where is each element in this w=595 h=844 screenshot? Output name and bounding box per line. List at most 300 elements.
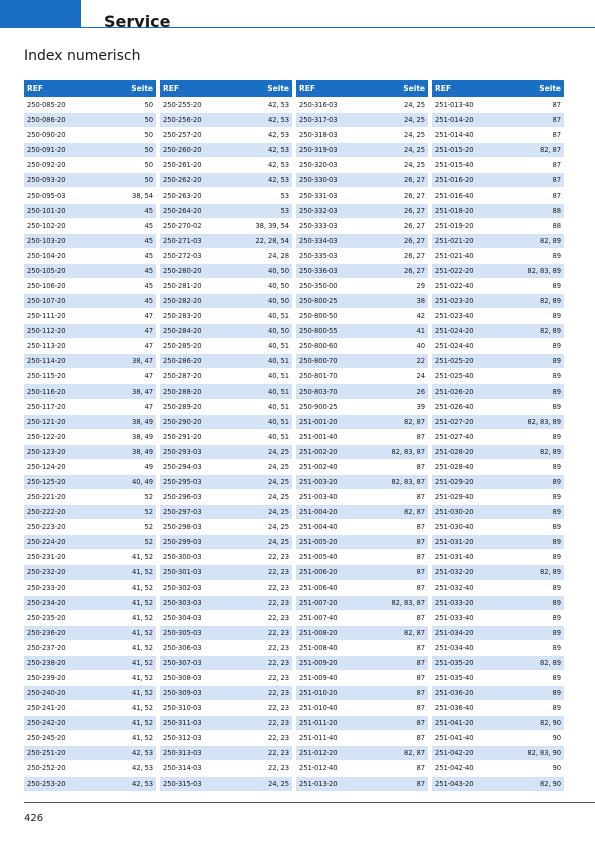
table-row: [24, 430, 156, 445]
table-row: [432, 369, 564, 384]
table-row: [160, 641, 292, 656]
table-row: [24, 505, 156, 520]
page-reference: 40, 51: [267, 372, 289, 381]
ref-number: 251-033-20: [435, 598, 474, 607]
table-row: [24, 294, 156, 309]
table-row: [160, 128, 292, 143]
page-reference: 45: [144, 236, 153, 245]
table-row: [296, 777, 428, 792]
page-reference: 89: [552, 553, 561, 562]
page-reference: 38: [416, 297, 425, 306]
ref-number: 251-013-40: [435, 101, 474, 110]
ref-number: 250-319-03: [299, 146, 338, 155]
page-reference: 52: [144, 493, 153, 502]
page-reference: 24, 28: [267, 251, 289, 260]
table-row: [160, 369, 292, 384]
ref-number: 251-007-20: [299, 598, 338, 607]
page-reference: 88: [552, 206, 561, 215]
table-row: [24, 475, 156, 490]
table-row: [24, 445, 156, 460]
table-row: [296, 279, 428, 294]
page-reference: 42, 53: [267, 131, 289, 140]
page-reference: 82, 89: [539, 236, 561, 245]
ref-number: 250-245-20: [27, 734, 66, 743]
page-reference: 24, 25: [267, 779, 289, 788]
ref-number: 251-028-40: [435, 462, 474, 471]
ref-number: 250-305-03: [163, 628, 202, 637]
table-row: [160, 716, 292, 731]
ref-number: 251-003-20: [299, 477, 338, 486]
table-row: [432, 415, 564, 430]
ref-number: 250-086-20: [27, 116, 66, 125]
ref-number: 250-231-20: [27, 553, 66, 562]
ref-number: 250-293-03: [163, 447, 202, 456]
table-row: [296, 460, 428, 475]
ref-number: 250-121-20: [27, 417, 66, 426]
table-row: [160, 204, 292, 219]
page-reference: 87: [416, 689, 425, 698]
ref-number: 251-005-20: [299, 538, 338, 547]
ref-number: 251-025-40: [435, 372, 474, 381]
ref-number: 251-008-40: [299, 643, 338, 652]
column-rows: [296, 98, 428, 792]
table-row: [432, 234, 564, 249]
table-row: [24, 98, 156, 113]
page-reference: 87: [416, 462, 425, 471]
ref-number: 250-302-03: [163, 583, 202, 592]
ref-number: 251-041-40: [435, 734, 474, 743]
page-reference: 82, 83, 87: [391, 598, 425, 607]
ref-number: 250-285-20: [163, 342, 202, 351]
page-reference: 24: [416, 372, 425, 381]
page-reference: 50: [144, 101, 153, 110]
section-title: Service: [104, 12, 171, 31]
page-reference: 24, 25: [403, 131, 425, 140]
ref-number: 250-800-70: [299, 357, 338, 366]
table-row: [296, 520, 428, 535]
page-reference: 22, 23: [267, 704, 289, 713]
table-row: [432, 113, 564, 128]
page-reference: 42, 53: [131, 779, 153, 788]
ref-number: 250-308-03: [163, 674, 202, 682]
ref-number: 250-330-03: [299, 176, 338, 185]
ref-number: 250-307-03: [163, 658, 202, 667]
ref-number: 250-283-20: [163, 312, 202, 321]
page-reference: 24, 25: [267, 462, 289, 471]
table-row: [432, 641, 564, 656]
ref-number: 250-296-03: [163, 493, 202, 502]
table-row: [24, 339, 156, 354]
page-reference: 82, 90: [539, 779, 561, 788]
table-row: [296, 354, 428, 369]
page-reference: 82, 89: [539, 327, 561, 336]
page-reference: 22: [416, 357, 425, 366]
page-reference: 87: [416, 583, 425, 592]
ref-number: 250-106-20: [27, 281, 66, 290]
page-reference: 89: [552, 477, 561, 486]
page-reference: 26, 27: [403, 251, 425, 260]
ref-number: 251-009-20: [299, 658, 338, 667]
page-reference: 89: [552, 462, 561, 471]
table-row: [296, 249, 428, 264]
ref-number: 250-101-20: [27, 206, 66, 215]
ref-number: 250-239-20: [27, 674, 66, 682]
ref-number: 250-297-03: [163, 508, 202, 517]
page-reference: 41, 52: [131, 674, 153, 682]
page-reference: 22, 23: [267, 613, 289, 622]
page-reference: 45: [144, 206, 153, 215]
table-row: [432, 400, 564, 415]
table-row: [432, 249, 564, 264]
table-row: [160, 309, 292, 324]
page-reference: 89: [552, 628, 561, 637]
ref-number: 251-024-40: [435, 342, 474, 351]
table-row: [160, 581, 292, 596]
ref-number: 251-022-40: [435, 281, 474, 290]
table-row: [160, 98, 292, 113]
table-row: [160, 490, 292, 505]
page-reference: 47: [144, 372, 153, 381]
ref-header: REF: [435, 84, 452, 93]
table-row: [24, 641, 156, 656]
ref-number: 250-306-03: [163, 643, 202, 652]
table-row: [160, 158, 292, 173]
ref-number: 251-027-40: [435, 432, 474, 441]
table-row: [432, 716, 564, 731]
ref-number: 251-011-20: [299, 719, 338, 728]
page-reference: 89: [552, 387, 561, 396]
page-reference: 89: [552, 493, 561, 502]
page-reference: 22, 23: [267, 689, 289, 698]
table-row: [160, 611, 292, 626]
ref-number: 251-010-40: [299, 704, 338, 713]
table-row: [160, 626, 292, 641]
ref-number: 250-085-20: [27, 101, 66, 110]
table-row: [432, 731, 564, 746]
table-row: [24, 264, 156, 279]
table-row: [24, 309, 156, 324]
table-row: [432, 565, 564, 580]
page-number: 426: [24, 813, 44, 824]
ref-number: 250-253-20: [27, 779, 66, 788]
table-row: [432, 264, 564, 279]
ref-number: 250-282-20: [163, 297, 202, 306]
ref-number: 250-260-20: [163, 146, 202, 155]
page-header: Seite: [131, 84, 153, 93]
table-row: [24, 158, 156, 173]
table-row: [24, 626, 156, 641]
ref-number: 251-035-40: [435, 674, 474, 682]
page-reference: 38, 47: [131, 357, 153, 366]
column-header: [296, 80, 428, 98]
page-reference: 40, 51: [267, 312, 289, 321]
ref-number: 250-350-00: [299, 281, 338, 290]
table-row: [24, 400, 156, 415]
ref-header: REF: [299, 84, 316, 93]
table-row: [160, 731, 292, 746]
ref-number: 251-043-20: [435, 779, 474, 788]
table-row: [296, 550, 428, 565]
ref-number: 250-336-03: [299, 266, 338, 275]
page-reference: 40, 51: [267, 402, 289, 411]
table-row: [432, 535, 564, 550]
table-row: [160, 400, 292, 415]
ref-number: 250-318-03: [299, 131, 338, 140]
table-row: [160, 188, 292, 203]
ref-number: 250-291-20: [163, 432, 202, 441]
page-reference: 24, 25: [267, 447, 289, 456]
table-row: [160, 656, 292, 671]
table-row: [296, 339, 428, 354]
page-reference: 40, 50: [267, 327, 289, 336]
page-reference: 22, 23: [267, 553, 289, 562]
table-row: [432, 581, 564, 596]
table-row: [432, 746, 564, 761]
ref-number: 251-009-40: [299, 674, 338, 682]
table-row: [160, 173, 292, 188]
ref-number: 251-032-40: [435, 583, 474, 592]
table-row: [432, 611, 564, 626]
table-row: [160, 671, 292, 686]
table-row: [160, 701, 292, 716]
page-reference: 89: [552, 251, 561, 260]
ref-number: 251-019-20: [435, 221, 474, 230]
index-column: [160, 80, 292, 792]
ref-header: REF: [27, 84, 44, 93]
table-row: [296, 686, 428, 701]
index-column: [296, 80, 428, 792]
ref-number: 251-012-40: [299, 764, 338, 773]
ref-number: 251-014-20: [435, 116, 474, 125]
ref-number: 250-298-03: [163, 523, 202, 532]
ref-number: 250-294-03: [163, 462, 202, 471]
ref-number: 251-030-20: [435, 508, 474, 517]
ref-number: 250-115-20: [27, 372, 66, 381]
page-reference: 40, 50: [267, 266, 289, 275]
page-reference: 40, 49: [131, 477, 153, 486]
page-reference: 22, 23: [267, 643, 289, 652]
ref-number: 250-900-25: [299, 402, 338, 411]
ref-number: 251-031-20: [435, 538, 474, 547]
page-reference: 87: [552, 176, 561, 185]
table-row: [432, 339, 564, 354]
ref-number: 250-270-02: [163, 221, 202, 230]
ref-number: 251-005-40: [299, 553, 338, 562]
table-row: [160, 596, 292, 611]
table-row: [432, 777, 564, 792]
page-reference: 47: [144, 312, 153, 321]
page-reference: 45: [144, 221, 153, 230]
table-row: [160, 520, 292, 535]
table-row: [296, 535, 428, 550]
ref-number: 250-116-20: [27, 387, 66, 396]
ref-number: 251-021-20: [435, 236, 474, 245]
ref-number: 250-281-20: [163, 281, 202, 290]
table-row: [24, 279, 156, 294]
footer-rule: [24, 802, 595, 803]
table-row: [24, 535, 156, 550]
ref-number: 250-241-20: [27, 704, 66, 713]
ref-number: 251-018-20: [435, 206, 474, 215]
page-reference: 88: [552, 221, 561, 230]
ref-number: 250-317-03: [299, 116, 338, 125]
page-reference: 82, 87: [403, 749, 425, 758]
ref-number: 250-271-03: [163, 236, 202, 245]
page-reference: 82, 83, 90: [527, 749, 561, 758]
page-reference: 87: [416, 523, 425, 532]
page-reference: 42, 53: [131, 764, 153, 773]
ref-number: 250-223-20: [27, 523, 66, 532]
ref-number: 251-027-20: [435, 417, 474, 426]
table-row: [160, 565, 292, 580]
ref-number: 250-111-20: [27, 312, 66, 321]
table-row: [296, 716, 428, 731]
ref-number: 250-335-03: [299, 251, 338, 260]
ref-number: 250-112-20: [27, 327, 66, 336]
table-row: [432, 686, 564, 701]
table-row: [160, 384, 292, 399]
ref-number: 251-006-20: [299, 568, 338, 577]
page-reference: 38, 49: [131, 432, 153, 441]
table-row: [432, 204, 564, 219]
table-row: [160, 354, 292, 369]
page-reference: 45: [144, 266, 153, 275]
ref-number: 251-013-20: [299, 779, 338, 788]
table-row: [24, 384, 156, 399]
ref-number: 250-299-03: [163, 538, 202, 547]
table-row: [432, 430, 564, 445]
table-row: [296, 173, 428, 188]
page-reference: 89: [552, 583, 561, 592]
page-reference: 24, 25: [267, 538, 289, 547]
page-reference: 89: [552, 432, 561, 441]
table-row: [160, 143, 292, 158]
table-row: [432, 143, 564, 158]
page-reference: 87: [552, 101, 561, 110]
page-reference: 42, 53: [267, 176, 289, 185]
ref-number: 250-313-03: [163, 749, 202, 758]
ref-number: 250-124-20: [27, 462, 66, 471]
table-row: [432, 354, 564, 369]
page-reference: 89: [552, 402, 561, 411]
ref-number: 250-093-20: [27, 176, 66, 185]
ref-number: 251-011-40: [299, 734, 338, 743]
table-row: [296, 219, 428, 234]
ref-number: 250-095-03: [27, 191, 66, 200]
ref-number: 250-303-03: [163, 598, 202, 607]
ref-number: 251-001-40: [299, 432, 338, 441]
page-reference: 38, 49: [131, 417, 153, 426]
page-reference: 22, 23: [267, 568, 289, 577]
page-reference: 90: [552, 764, 561, 773]
page-reference: 40: [416, 342, 425, 351]
page-reference: 24, 25: [403, 116, 425, 125]
page-reference: 41, 52: [131, 689, 153, 698]
table-row: [432, 173, 564, 188]
table-row: [296, 626, 428, 641]
table-row: [24, 520, 156, 535]
table-row: [24, 565, 156, 580]
ref-number: 250-091-20: [27, 146, 66, 155]
page-reference: 89: [552, 643, 561, 652]
ref-number: 250-233-20: [27, 583, 66, 592]
ref-number: 250-252-20: [27, 764, 66, 773]
table-row: [296, 128, 428, 143]
table-row: [432, 279, 564, 294]
table-row: [432, 219, 564, 234]
table-row: [24, 219, 156, 234]
ref-number: 251-036-20: [435, 689, 474, 698]
table-row: [296, 98, 428, 113]
ref-number: 251-025-20: [435, 357, 474, 366]
ref-number: 250-090-20: [27, 131, 66, 140]
page-reference: 87: [416, 719, 425, 728]
ref-number: 251-002-40: [299, 462, 338, 471]
column-rows: [24, 98, 156, 792]
table-row: [160, 686, 292, 701]
page-reference: 87: [552, 191, 561, 200]
table-row: [296, 611, 428, 626]
ref-number: 251-023-20: [435, 297, 474, 306]
page-reference: 38, 39, 54: [255, 221, 289, 230]
ref-number: 250-331-03: [299, 191, 338, 200]
ref-number: 250-235-20: [27, 613, 66, 622]
page-reference: 87: [416, 613, 425, 622]
ref-number: 251-021-40: [435, 251, 474, 260]
ref-number: 250-803-70: [299, 387, 338, 396]
page-reference: 89: [552, 674, 561, 682]
page-reference: 87: [416, 493, 425, 502]
ref-number: 250-264-20: [163, 206, 202, 215]
ref-number: 250-320-03: [299, 161, 338, 170]
table-row: [24, 249, 156, 264]
table-row: [296, 188, 428, 203]
ref-number: 250-311-03: [163, 719, 202, 728]
page-reference: 26, 27: [403, 221, 425, 230]
brand-color-block: [0, 0, 81, 28]
ref-number: 250-287-20: [163, 372, 202, 381]
table-row: [432, 445, 564, 460]
ref-number: 251-034-40: [435, 643, 474, 652]
page-reference: 89: [552, 598, 561, 607]
table-row: [160, 746, 292, 761]
page-reference: 82, 87: [403, 417, 425, 426]
page-reference: 52: [144, 538, 153, 547]
ref-number: 251-001-20: [299, 417, 338, 426]
page-reference: 82, 89: [539, 447, 561, 456]
ref-number: 250-300-03: [163, 553, 202, 562]
table-row: [432, 158, 564, 173]
page-reference: 49: [144, 462, 153, 471]
page-reference: 89: [552, 281, 561, 290]
page-reference: 82, 83, 89: [527, 417, 561, 426]
table-row: [296, 234, 428, 249]
page-reference: 87: [416, 538, 425, 547]
ref-number: 250-800-50: [299, 312, 338, 321]
table-row: [432, 626, 564, 641]
page-reference: 52: [144, 523, 153, 532]
page-reference: 89: [552, 704, 561, 713]
ref-number: 250-284-20: [163, 327, 202, 336]
table-row: [24, 581, 156, 596]
page-title: Index numerisch: [24, 48, 141, 64]
ref-number: 250-232-20: [27, 568, 66, 577]
ref-number: 250-310-03: [163, 704, 202, 713]
table-row: [296, 761, 428, 776]
page-reference: 41, 52: [131, 583, 153, 592]
page-reference: 41, 52: [131, 719, 153, 728]
page-reference: 82, 87: [539, 146, 561, 155]
